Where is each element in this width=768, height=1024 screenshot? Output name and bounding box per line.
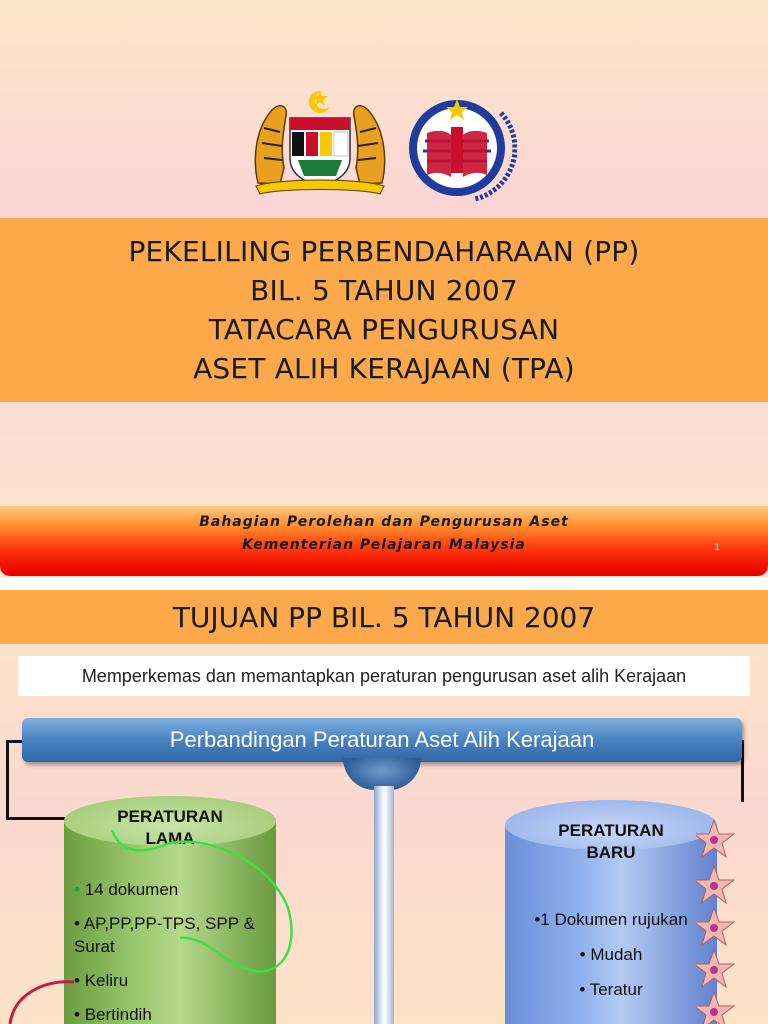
- subtitle-text: Memperkemas dan memantapkan peraturan pengurusan aset alih Kerajaan: [81, 665, 687, 686]
- center-pole: [374, 786, 394, 1024]
- list-item-text: Bertindih: [84, 1005, 152, 1024]
- title-band: [0, 218, 768, 402]
- kpm-logo: [405, 93, 517, 203]
- peraturan-baru-list: [505, 908, 717, 1013]
- peraturan-lama-list: [74, 878, 269, 1024]
- title-line-1: PEKELILING PERBENDAHARAAN (PP): [128, 235, 640, 268]
- peraturan-baru-title: [505, 820, 717, 864]
- star-icon: [696, 820, 734, 857]
- slide-2-heading: TUJUAN PP BIL. 5 TAHUN 2007: [172, 600, 596, 634]
- footer-band: [0, 506, 768, 576]
- title-line-2: BIL. 5 TAHUN 2007: [250, 274, 518, 307]
- star-icon: [696, 866, 734, 903]
- slide-2: [0, 590, 768, 1024]
- coat-of-arms-logo: [250, 88, 390, 196]
- cylinder-peraturan-lama: [64, 796, 276, 1024]
- page-number: 1: [714, 543, 720, 553]
- list-item: • Bertindih: [74, 1005, 152, 1024]
- peraturan-lama-title: [64, 806, 276, 850]
- star-icon: [696, 908, 734, 945]
- list-item: • Mudah: [579, 945, 643, 964]
- subtitle-box: [18, 656, 750, 696]
- org-line-2: Kementerian Pelajaran Malaysia: [242, 537, 526, 553]
- peraturan-baru-title-line-2: BARU: [586, 843, 636, 862]
- peraturan-lama-title-line-2: LAMA: [145, 829, 195, 848]
- title-line-3: TATACARA PENGURUSAN: [208, 313, 560, 346]
- list-item: • Teratur: [579, 980, 643, 999]
- list-item: • AP,PP,PP-TPS, SPP & Surat: [74, 914, 255, 956]
- org-line-1: Bahagian Perolehan dan Pengurusan Aset: [199, 514, 569, 530]
- star-decorations: [696, 820, 746, 1024]
- list-item-text: 14 dokumen: [84, 880, 179, 899]
- peraturan-baru-title-line-1: PERATURAN: [558, 821, 664, 840]
- logo-row: [0, 88, 768, 198]
- comparison-title: Perbandingan Peraturan Aset Alih Kerajaan: [169, 727, 595, 752]
- star-icon: [696, 950, 734, 987]
- slide-separator: [0, 578, 768, 590]
- title-line-4: ASET ALIH KERAJAAN (TPA): [193, 352, 575, 385]
- list-item-text: Keliru: [84, 971, 129, 990]
- slide-2-heading-band: [0, 590, 768, 644]
- star-icon: [696, 992, 734, 1024]
- comparison-title-bar: [22, 718, 742, 762]
- list-item: • Keliru: [74, 971, 129, 990]
- list-item: •1 Dokumen rujukan: [534, 910, 688, 929]
- list-item: • 14 dokumen: [74, 880, 179, 899]
- cylinder-peraturan-baru: [505, 800, 717, 1024]
- peraturan-lama-title-line-1: PERATURAN: [117, 807, 223, 826]
- list-item-text: AP,PP,PP-TPS, SPP & Surat: [74, 914, 255, 956]
